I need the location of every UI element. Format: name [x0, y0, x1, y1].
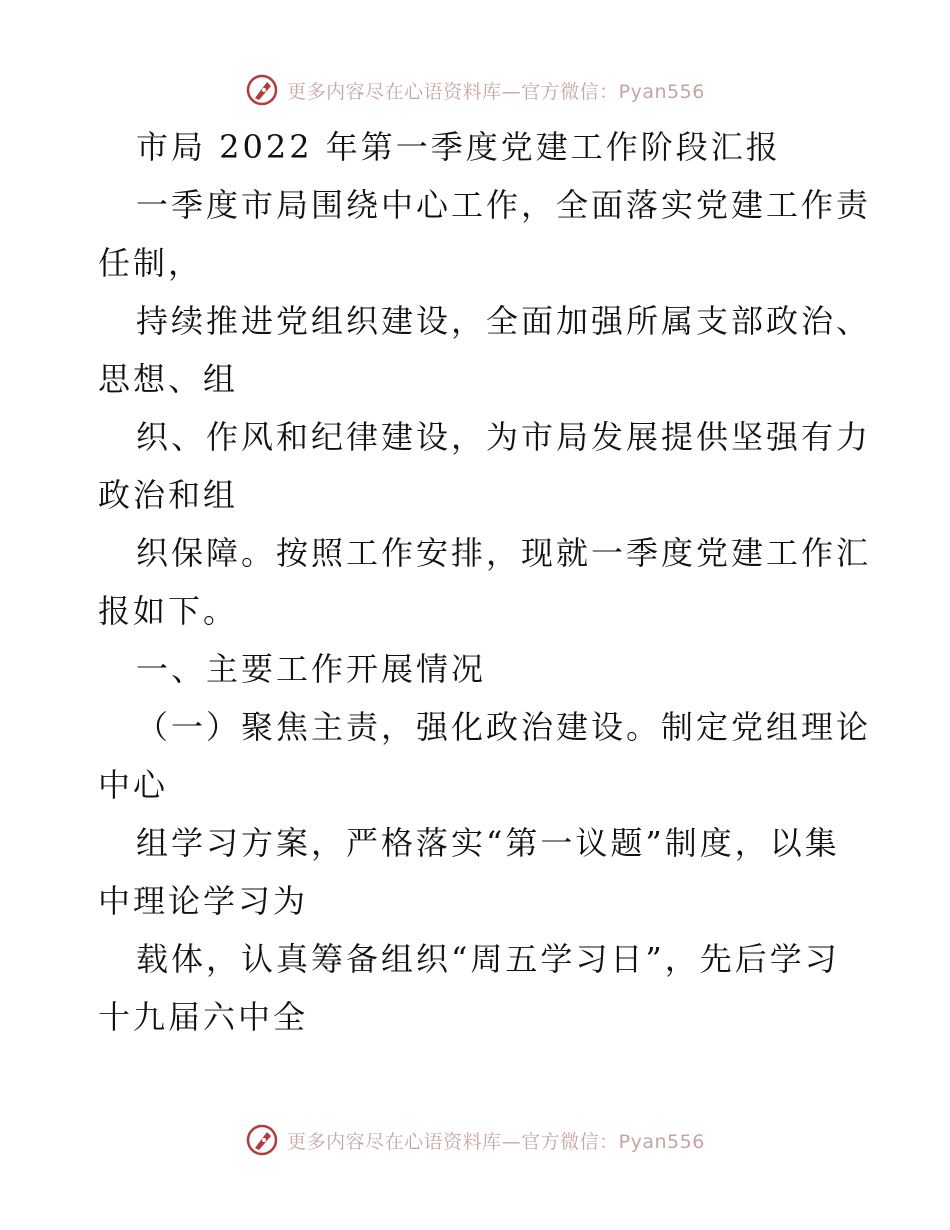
paragraph-line: 思想、组	[98, 360, 239, 398]
paragraph-line: 组学习方案，严格落实“第一议题”制度，以集	[136, 824, 840, 862]
paragraph-line: 中心	[98, 766, 169, 804]
paragraph-line: 十九届六中全	[98, 998, 309, 1036]
paragraph-line: 任制，	[98, 244, 204, 282]
document-title: 市局 2022 年第一季度党建工作阶段汇报	[136, 128, 781, 166]
paragraph-line: 织、作风和纪律建设，为市局发展提供坚强有力	[136, 418, 872, 456]
paragraph-line: 报如下。	[98, 592, 239, 630]
pen-nib-logo-icon	[245, 73, 279, 107]
watermark-text: 更多内容尽在心语资料库—官方微信：Pyan556	[287, 1130, 705, 1153]
paragraph-line: 织保障。按照工作安排，现就一季度党建工作汇	[136, 534, 872, 572]
header-watermark	[0, 70, 950, 110]
pen-nib-logo-icon	[245, 1123, 279, 1157]
watermark-text: 更多内容尽在心语资料库—官方微信：Pyan556	[287, 80, 705, 103]
paragraph-line: 中理论学习为	[98, 882, 309, 920]
paragraph-line: 载体，认真筹备组织“周五学习日”，先后学习	[136, 940, 840, 978]
paragraph-line: （一）聚焦主责，强化政治建设。制定党组理论	[136, 708, 872, 746]
paragraph-line: 一季度市局围绕中心工作，全面落实党建工作责	[136, 186, 872, 224]
document-body	[98, 118, 872, 1046]
paragraph-line: 政治和组	[98, 476, 239, 514]
paragraph-line: 持续推进党组织建设，全面加强所属支部政治、	[136, 302, 872, 340]
footer-watermark	[0, 1120, 950, 1160]
section-heading: 一、主要工作开展情况	[136, 650, 487, 688]
